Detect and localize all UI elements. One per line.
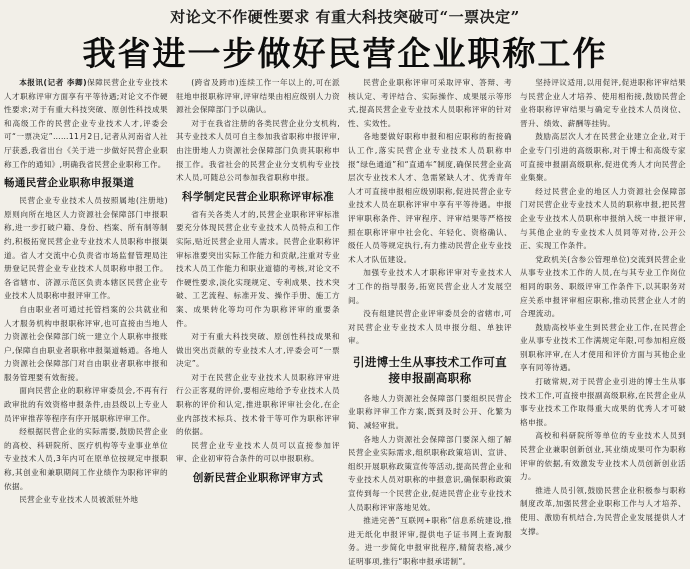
body-paragraph: 推进完善“互联网+职称”信息系统建设,推进无纸化申报评审,提供电子证书网上查询服务。进一步简化申报审批程序,精简表格,减少证明事项,推行“职称申报承诺制”。 xyxy=(348,516,512,566)
body-paragraph: 民营企业专业技术人员按照属地(注册地)原则向所在地区人力资源社会保障部门申报职称,进一步打破户籍、身份、档案、所有制等制约,积极拓宽民营企业专业技术人员职称申报渠道。省人才交流中心负责省市场监督管理局注册登记民营企业专业技术人员职称申报工作。各省辖市、济源示范区负责本辖区民营企业专业技术人员职称申报评审工作。 xyxy=(4,196,168,301)
section-title-1: 畅通民营企业职称申报渠道 xyxy=(4,177,135,190)
body-paragraph: 面向民营企业的职称评审委员会,不再有行政审批的有效资格申报条件,由县级以上专业人员评审推荐等程序有序开展职称评审工作。 xyxy=(4,386,168,423)
body-paragraph: 自由职业者可通过托管档案的公共就业和人才服务机构申报职称评审,也可直接由当地人力资源社会保障部门统一建立个人职称申报账户,保障自由职业者职称申报渠道畅通。各地人力资源社会保障部门对自由职业者职称申报和服务管理要有效衔接。 xyxy=(4,304,168,382)
body-paragraph: 打破常规,对于民营企业引进的博士生从事技术工作,可直接申报副高级职称,在民营企业从事专业技术工作取得重大成果的优秀人才可破格申报。 xyxy=(520,377,686,427)
body-paragraph: 各地人力资源社会保障部门要深入细了解民营企业实际需求,组织职称政策培训、宣讲、组织开展职称政策宣传等活动,提高民营企业和专业技术人员对职称的申报意识,确保职称政策宣传到每一个民营企业,促进民营企业专业技术人员职称评审落地见效。 xyxy=(348,434,512,512)
byline: 本报讯(记者 李卿) xyxy=(19,78,87,87)
section-title-2: 科学制定民营企业职称评审标准 xyxy=(182,190,334,203)
body-paragraph: 鼓励高层次人才在民营企业建立企业,对于企业专门引进的高级职称,对于博士和高级专家可直接申报副高级职称,促进优秀人才向民营企业集聚。 xyxy=(520,132,686,183)
body-paragraph: 高校和科研院所等单位的专业技术人员到民营企业兼职创新创业,其业绩成果可作为职称评审的依据,有效激发专业技术人员创新创业活力。 xyxy=(520,431,686,482)
body-paragraph: 鼓励高校毕业生到民营企业工作,在民营企业从事专业技术工作满规定年限,可参加相应级别职称评审,在人才使用和评价方面与其他企业享有同等待遇。 xyxy=(520,322,686,373)
body-paragraph: 各地要做好职称申报和相应职称的衔接确认工作,落实民营企业专业技术人员职称申报“绿色通道”和“直通车”制度,确保民营企业高层次专业技术人才、急需紧缺人才、优秀青年人才可直接申报相应级别职称,促进民营企业专业技术人员在职称评审中享有平等待遇。申报评审职称条件、评审程序、评审结果等严格按照在职称评审中社会化、年轻化、资格确认、级任人员等规定执行,有力推动民营企业专业技术人才队伍建设。 xyxy=(348,132,512,264)
body-paragraph: 经过民营企业的地区人力资源社会保障部门对民营企业专业技术人员的职称申报,把民营企业专业技术人员职称申报纳入统一申报评审,与其他企业的专业技术人员同等对待,公开公正、实现工作条件。 xyxy=(520,186,686,251)
body-paragraph: 推进人员引领,鼓励民营企业积极参与职称制度改革,加强民营企业职称工作与人才培养、使用、激励有机结合,为民营企业发展提供人才支撑。 xyxy=(520,485,686,536)
article-headline: 我省进一步做好民营企业职称工作 xyxy=(82,34,608,73)
body-paragraph: 民营企业专业技术人员被派驻外地 xyxy=(19,495,139,505)
body-paragraph: 各地人力资源社会保障部门要组织民营企业职称评审工作方案,既到及时公开、化繁为简、减轻审批。 xyxy=(348,393,512,431)
body-paragraph: 经根据民营企业的实际需要,鼓励民营企业的高校、科研院所、医疗机构等专业事业单位专业技术人员,3年内可在原单位按规定申报职称,其创业和兼职期间工作业绩作为职称评审的依据。 xyxy=(4,427,168,491)
section-title-3: 创新民营企业职称评审方式 xyxy=(192,472,324,485)
column-3 xyxy=(348,76,512,566)
article-subheadline: 对论文不作硬性要求 有重大科技突破可“一票决定” xyxy=(170,8,520,26)
body-paragraph: 没有组建民营企业评审委员会的省辖市,可对民营企业专业技术人员申报分组、单独评审。 xyxy=(348,309,512,346)
body-paragraph: 民营企业专业技术人员可以直接参加评审、企业初审符合条件的可以申报职称。 xyxy=(176,440,340,464)
body-paragraph: 民营企业职称评审可采取评审、答辩、考核认定、考评结合、实际操作、成果展示等形式,提高民营企业专业技术人员职称评审的针对性、实效性。 xyxy=(348,78,512,128)
body-paragraph: (跨省及跨市)连续工作一年以上的,可在派驻地申报职称评审,评审结果由相应级别人力资源社会保障部门予以确认。 xyxy=(176,78,340,115)
column-1 xyxy=(4,76,169,505)
body-paragraph: 对于在我省注册的各类民营企业分支机构,其专业技术人员可自主参加我省职称申报评审,由注册地人力资源社会保障部门负责其职称申报工作。我省社会的民营企业分支机构专业技术人员,可随总公司参加我省职称申报。 xyxy=(176,118,340,183)
column-4 xyxy=(520,76,686,536)
body-paragraph: 省有关各类人才的,民营企业职称评审标准要充分体现民营企业专业技术人员特点和工作实际,贴近民营企业用人需求。民营企业职称评审标准要突出实际工作能力和贡献,注重对专业技术人员工作能力和职业道德的考核,对论文不作硬性要求,淡化实现规定、专利成果、技术突破、工艺流程、标准开发、操作手册、施工方案、成果转化等均可作为职称评审的重要条件。 xyxy=(176,209,340,328)
column-2 xyxy=(176,76,340,485)
body-paragraph: 对于有重大科技突破、原创性科技成果和做出突出贡献的专业技术人才,评委会可“一票决定”。 xyxy=(176,332,340,369)
lead-paragraph xyxy=(4,76,168,171)
lead-text: 保障民营企业专业技术人才职称评审方面享有平等待遇;对论文不作硬性要求;对于有重大科技突破、原创性科技成果和高级工作的民营企业专业技术人才,评委会可“一票决定”……11月2日,记者从河南省人社厅获悉,我省出台《关于进一步做好民营企业职称工作的通知》,明确我省民营企业职称工作。 xyxy=(4,78,169,169)
article-body xyxy=(4,76,686,566)
body-paragraph: 党政机关(含参公管理单位)交流到民营企业从事专业技术工作的人员,在与其专业工作岗位相同的职务、职级评审工作条件下,以其职务对应关系申报评审相应职称,推动民营企业人才的合理流动。 xyxy=(520,254,686,319)
body-paragraph: 加强专业技术人才职称评审对专业技术人才工作的指导服务,拓宽民营企业人才发展空间。 xyxy=(348,268,512,305)
body-paragraph: 坚持评议适用,以用促评,促进职称评审结果与民营企业人才培养、使用相衔接,鼓励民营企业将职称评审结果与确定专业技术人员岗位、晋升、绩效、薪酬等挂钩。 xyxy=(520,78,686,128)
section-title-4: 引进博士生从事技术工作可直接申报副高职称 xyxy=(352,354,508,385)
body-paragraph: 对于在民营企业专业技术人员职称评审进行公正客观的评价,要相应地给予专业技术人员职称的评价和认定,推进职称评审社会化,在企业内部技术标兵、技术骨干等可作为职称评审的依据。 xyxy=(176,372,340,437)
